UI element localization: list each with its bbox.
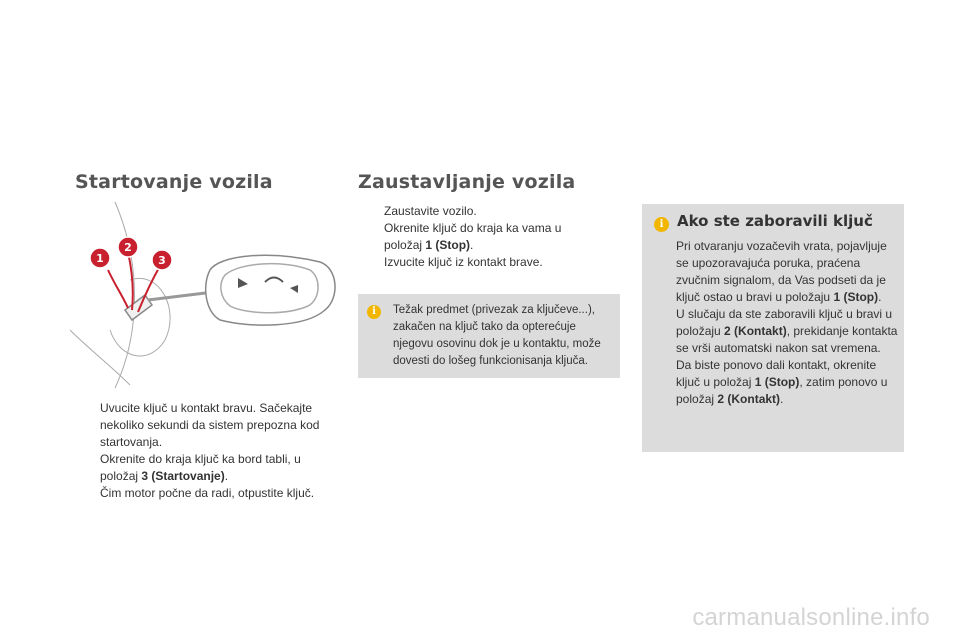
position-badge-2	[118, 237, 138, 257]
badge-label: 3	[158, 254, 166, 267]
list-item	[360, 203, 600, 220]
warning-note-box	[358, 294, 620, 378]
badge-label: 1	[96, 252, 104, 265]
position-badge-1	[90, 248, 110, 268]
section-title-start: Startovanje vozila	[75, 171, 273, 193]
panel-text-bold: 1 (Stop)	[754, 375, 800, 389]
step-text: Okrenite do kraja ključ ka bord tabli, u položaj	[100, 452, 301, 483]
list-item	[76, 485, 326, 502]
info-icon: i	[367, 305, 381, 319]
list-item	[76, 400, 326, 451]
panel-text-part: Pri otvaranju vozačevih vrata, pojavljuje se upozoravajuća poruka, praćena zvučnim signalom, da Vas podseti da je ključ ostao u bravi u položaju	[676, 239, 887, 304]
list-item	[360, 220, 600, 254]
forgotten-key-panel	[642, 204, 904, 452]
watermark: carmanualsonline.info	[692, 604, 930, 631]
note-text: Težak predmet (privezak za ključeve...), zakačen na ključ tako da opterećuje njegovu osovinu dok je u kontaktu, može dovesti do lošeg funkcionisanja ključa.	[393, 304, 601, 367]
step-text: Čim motor počne da radi, otpustite ključ.	[100, 486, 315, 500]
step-text: Zaustavite vozilo.	[384, 204, 477, 218]
ignition-key-illustration	[70, 200, 350, 390]
panel-text-part: Da biste ponovo dali kontakt, okrenite ključ u položaj	[676, 358, 877, 389]
panel-text-bold: 2 (Kontakt)	[724, 324, 787, 338]
step-text: .	[470, 238, 474, 252]
step-text: Uvucite ključ u kontakt bravu. Sačekajte nekoliko sekundi da sistem prepozna kod startovanja.	[100, 401, 320, 449]
list-item	[76, 451, 326, 485]
panel-title: Ako ste zaboravili ključ	[677, 212, 873, 230]
step-text: Okrenite ključ do kraja ka vama u položaj	[384, 221, 562, 252]
panel-text-part: , zatim ponovo u položaj	[676, 375, 888, 406]
badge-label: 2	[124, 241, 132, 254]
stop-steps-list	[360, 203, 600, 271]
panel-text-part: .	[878, 290, 882, 304]
panel-text	[676, 238, 898, 408]
panel-text-bold: 2 (Kontakt)	[717, 392, 781, 406]
step-text: Izvucite ključ iz kontakt brave.	[384, 255, 543, 269]
panel-text-bold: 1 (Stop)	[833, 290, 879, 304]
section-title-stop: Zaustavljanje vozila	[358, 171, 576, 193]
step-text: .	[224, 469, 229, 483]
panel-text-part: U slučaju da ste zaboravili ključ u bravi u položaju	[676, 307, 893, 338]
info-icon: i	[654, 217, 669, 232]
position-badge-3	[152, 250, 172, 270]
start-steps-list	[76, 400, 326, 502]
panel-text-part: .	[780, 392, 784, 406]
list-item	[360, 254, 600, 271]
panel-text-part: , prekidanje kontakta se vrši automatski nakon sat vremena.	[676, 324, 898, 355]
step-text-bold: 1 (Stop)	[425, 238, 471, 252]
step-text-bold: 3 (Startovanje)	[141, 469, 225, 483]
